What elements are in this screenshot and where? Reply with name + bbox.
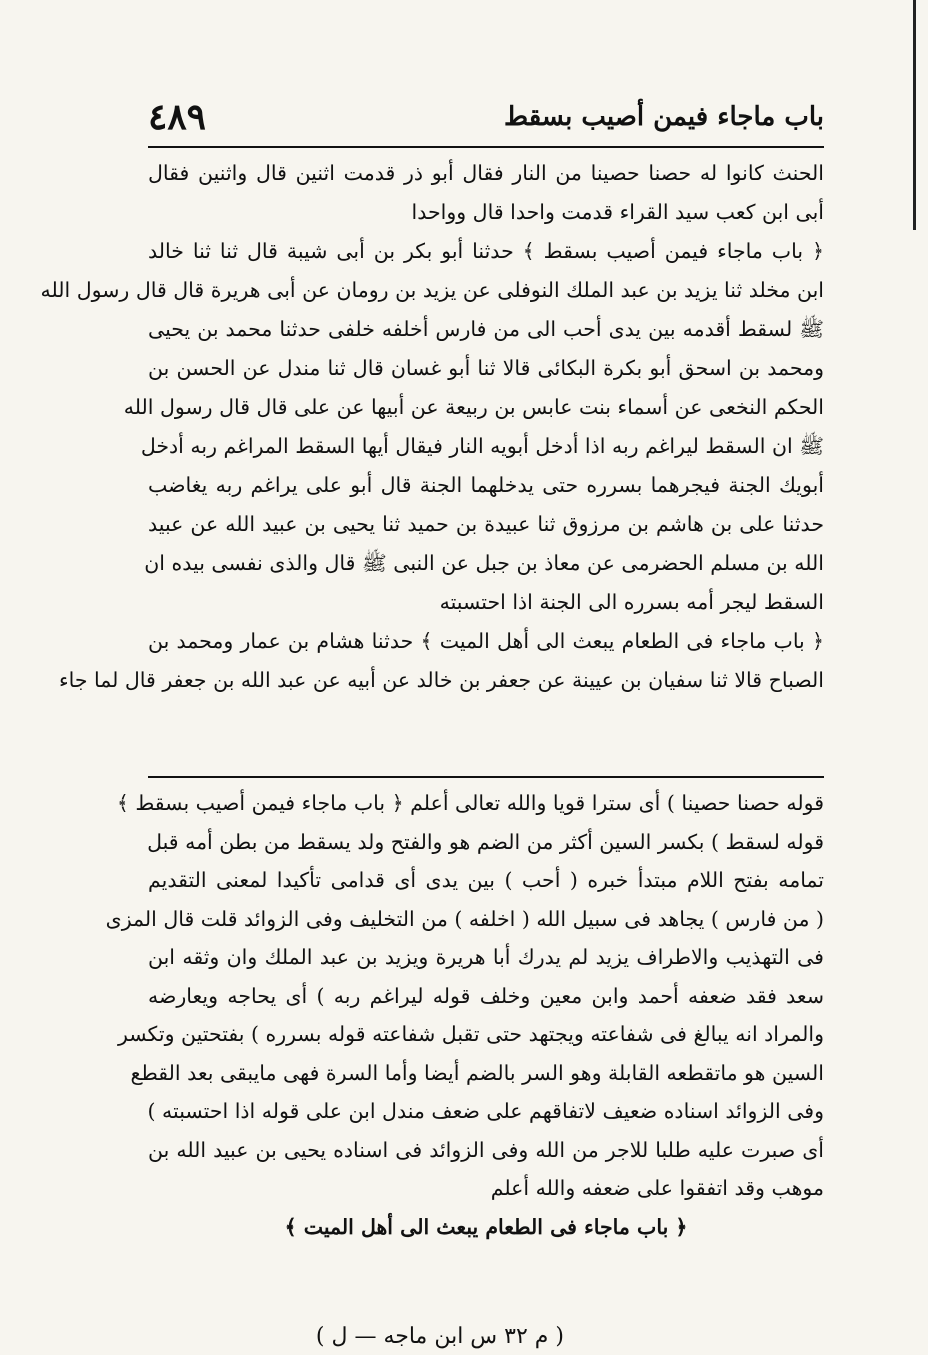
main-line: ومحمد بن اسحق أبو بكرة البكائى قالا ثنا أبو غسان قال ثنا مندل عن الحسن بن	[148, 356, 824, 380]
main-line: الحكم النخعى عن أسماء بنت عابس بن ربيعة عن أبيها عن على قال قال رسول الله	[123, 395, 824, 419]
main-line: ﴿ باب ماجاء فيمن أصيب بسقط ﴾ حدثنا أبو بكر بن أبى شيبة قال ثنا ثنا خالد	[148, 239, 824, 263]
footnote-line: سعد فقد ضعفه أحمد وابن معين وخلف قوله ليراغم ربه ) أى يحاجه ويعارضه	[148, 983, 824, 1008]
footnote-line: ( من فارس ) يجاهد فى سبيل الله ( اخلفه ) من التخليف وفى الزوائد قلت قال المزى	[105, 906, 824, 931]
footnote-block	[105, 784, 824, 1319]
main-line: حدثنا على بن هاشم بن مرزوق ثنا عبيدة بن حميد ثنا يحيى بن عبيد الله عن عبيد	[148, 512, 824, 536]
running-title: باب ماجاء فيمن أصيب بسقط	[504, 102, 824, 132]
footnote-line: أى صبرت عليه طلبا للاجر من الله وفى الزوائد فى اسناده يحيى بن عبيد الله بن	[148, 1137, 824, 1162]
main-line: الحنث كانوا له حصنا حصينا من النار فقال أبو ذر قدمت اثنين قال واثنين فقال	[148, 161, 824, 185]
footnote-line: قوله حصنا حصينا ) أى سترا قويا والله تعالى أعلم ﴿ باب ماجاء فيمن أصيب بسقط ﴾	[116, 791, 824, 815]
footnote-line: فى التهذيب والاطراف يزيد لم يدرك أبا هريرة ويزيد بن عبد الملك وان وثقه ابن	[148, 945, 824, 969]
footnote-line: موهب وقد اتفقوا على ضعفه والله أعلم	[490, 1176, 824, 1200]
footnote-chapter-heading: ﴿ باب ماجاء فى الطعام يبعث الى أهل الميت ﴾	[284, 1214, 688, 1239]
main-line: أبى ابن كعب سيد القراء قدمت واحدا قال وواحدا	[411, 200, 824, 224]
main-line: الصباح قالا ثنا سفيان بن عيينة عن جعفر بن خالد عن أبيه عن عبد الله بن جعفر قال لما جاء	[58, 668, 824, 692]
scan-border-mark	[913, 0, 916, 230]
main-line: الله بن مسلم الحضرمى عن معاذ بن جبل عن النبى ﷺ قال والذى نفسى بيده ان	[144, 551, 824, 575]
footnote-line: قوله لسقط ) بكسر السين أكثر من الضم هو والفتح ولد يسقط من بطن أمه قبل	[147, 829, 824, 854]
main-line: ابن مخلد ثنا يزيد بن عبد الملك النوفلى عن يزيد بن رومان عن أبى هريرة قال قال رسول الله	[40, 278, 824, 302]
page-number: ٤٨٩	[148, 96, 207, 138]
footnote-line: وفى الزوائد اسناده ضعيف لاتفاقهم على ضعف مندل ابن على قوله اذا احتسبته )	[147, 1099, 824, 1123]
footnote-line: والمراد انه يبالغ فى شفاعته ويجتهد حتى تقبل شفاعته قوله بسرره ) بفتحتين وتكسر	[117, 1022, 824, 1046]
main-line: أبويك الجنة فيجرهما بسرره حتى يدخلهما الجنة قال أبو على يراغم ربه يغاضب	[148, 473, 824, 497]
main-line: ﷺ لسقط أقدمه بين يدى أحب الى من فارس أخلفه خلفى حدثنا محمد بن يحيى	[148, 317, 824, 341]
book-page	[40, 96, 824, 1355]
footnote-separator	[148, 776, 824, 778]
main-line: ﴿ باب ماجاء فى الطعام يبعث الى أهل الميت ﴾ حدثنا هشام بن عمار ومحمد بن	[148, 629, 824, 653]
main-line: ﷺ ان السقط ليراغم ربه اذا أدخل أبويه النار فيقال أيها السقط المراغم ربه أدخل	[140, 434, 824, 458]
main-line: السقط ليجر أمه بسرره الى الجنة اذا احتسبته	[439, 590, 824, 614]
main-text-block	[40, 154, 824, 776]
footnote-line: تمامه بفتح اللام مبتدأ خبره ( أحب ) بين يدى أى قدامى تأكيدا لمعنى التقديم	[148, 868, 824, 892]
printer-signature: ( م ٣٢ س ابن ماجه — ل )	[315, 1324, 564, 1349]
header-rule	[148, 146, 824, 148]
footnote-line: السين هو ماتقطعه القابلة وهو السر بالضم أيضا وأما السرة فهى مايبقى بعد القطع	[130, 1060, 824, 1085]
page-header	[148, 96, 824, 146]
